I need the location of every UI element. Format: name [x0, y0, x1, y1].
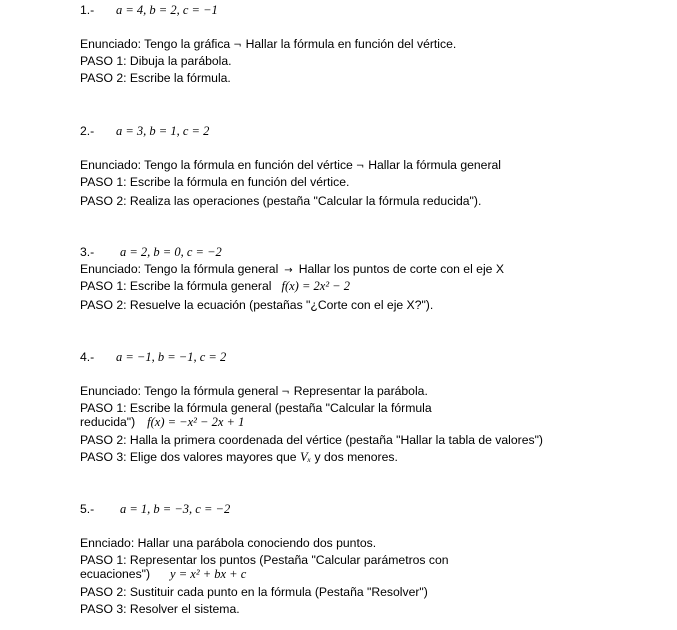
exercise-5-step-2: PASO 2: Sustituir cada punto en la fórmula (Pestaña "Resolver"): [80, 585, 428, 599]
exercise-number: 3.-: [80, 245, 95, 259]
exercise-4-step-2: PASO 2: Halla la primera coordenada del vértice (pestaña "Hallar la tabla de valores"): [80, 433, 543, 447]
exercise-params: a = 4, b = 2, c = −1: [116, 3, 218, 17]
exercise-number: 2.-: [80, 124, 95, 138]
exercise-params: a = 3, b = 1, c = 2: [116, 124, 210, 138]
exercise-4-statement: Enunciado: Tengo la fórmula general ¬ Representar la parábola.: [80, 384, 428, 398]
exercise-2-statement: Enunciado: Tengo la fórmula en función del vértice ¬ Hallar la fórmula general: [80, 158, 501, 172]
vertex-symbol: Vₓ: [299, 450, 312, 464]
formula: f(x) = 2x² − 2: [281, 279, 350, 293]
arrow-icon: ¬: [281, 387, 290, 398]
exercise-3-statement: Enunciado: Tengo la fórmula general → Hallar los puntos de corte con el eje X: [80, 262, 504, 276]
exercise-5-step-1-line-1: PASO 1: Representar los puntos (Pestaña "Calcular parámetros con: [80, 553, 449, 567]
exercise-number: 4.-: [80, 350, 95, 364]
exercise-number: 5.-: [80, 502, 95, 516]
exercise-2-header: [80, 124, 209, 138]
arrow-icon: →: [284, 265, 293, 276]
arrow-icon: ¬: [233, 40, 242, 51]
exercise-1-header: [80, 3, 218, 17]
exercise-3-step-2: PASO 2: Resuelve la ecuación (pestañas "¿Corte con el eje X?").: [80, 298, 434, 312]
exercise-4-step-1-line-1: PASO 1: Escribe la fórmula general (pestaña "Calcular la fórmula: [80, 401, 432, 415]
formula: f(x) = −x² − 2x + 1: [147, 415, 245, 429]
exercise-3-header: [80, 245, 222, 259]
exercise-1-statement: Enunciado: Tengo la gráfica ¬ Hallar la fórmula en función del vértice.: [80, 37, 457, 51]
exercise-5-statement: Ennciado: Hallar una parábola conociendo dos puntos.: [80, 536, 377, 550]
exercise-number: 1.-: [80, 3, 95, 17]
exercise-1-step-2: PASO 2: Escribe la fórmula.: [80, 71, 231, 85]
formula: y = x² + bx + c: [170, 567, 247, 581]
exercise-params: a = −1, b = −1, c = 2: [116, 350, 227, 364]
exercise-3-step-1: PASO 1: Escribe la fórmula general f(x) = 2x² − 2: [80, 279, 350, 293]
exercise-2-step-1: PASO 1: Escribe la fórmula en función del vértice.: [80, 175, 350, 189]
exercise-params: a = 1, b = −3, c = −2: [120, 502, 231, 516]
arrow-icon: ¬: [355, 161, 365, 172]
exercise-5-step-3: PASO 3: Resolver el sistema.: [80, 602, 240, 616]
exercise-5-step-1-line-2: ecuaciones") y = x² + bx + c: [80, 567, 247, 581]
exercise-4-step-3: PASO 3: Elige dos valores mayores que Vₓ y dos menores.: [80, 450, 398, 464]
exercise-5-header: [80, 502, 230, 516]
exercise-params: a = 2, b = 0, c = −2: [120, 245, 222, 259]
exercise-4-header: [80, 350, 226, 364]
exercise-2-step-2: PASO 2: Realiza las operaciones (pestaña "Calcular la fórmula reducida").: [80, 194, 482, 208]
exercise-1-step-1: PASO 1: Dibuja la parábola.: [80, 54, 232, 68]
exercise-4-step-1-line-2: reducida") f(x) = −x² − 2x + 1: [80, 415, 245, 429]
